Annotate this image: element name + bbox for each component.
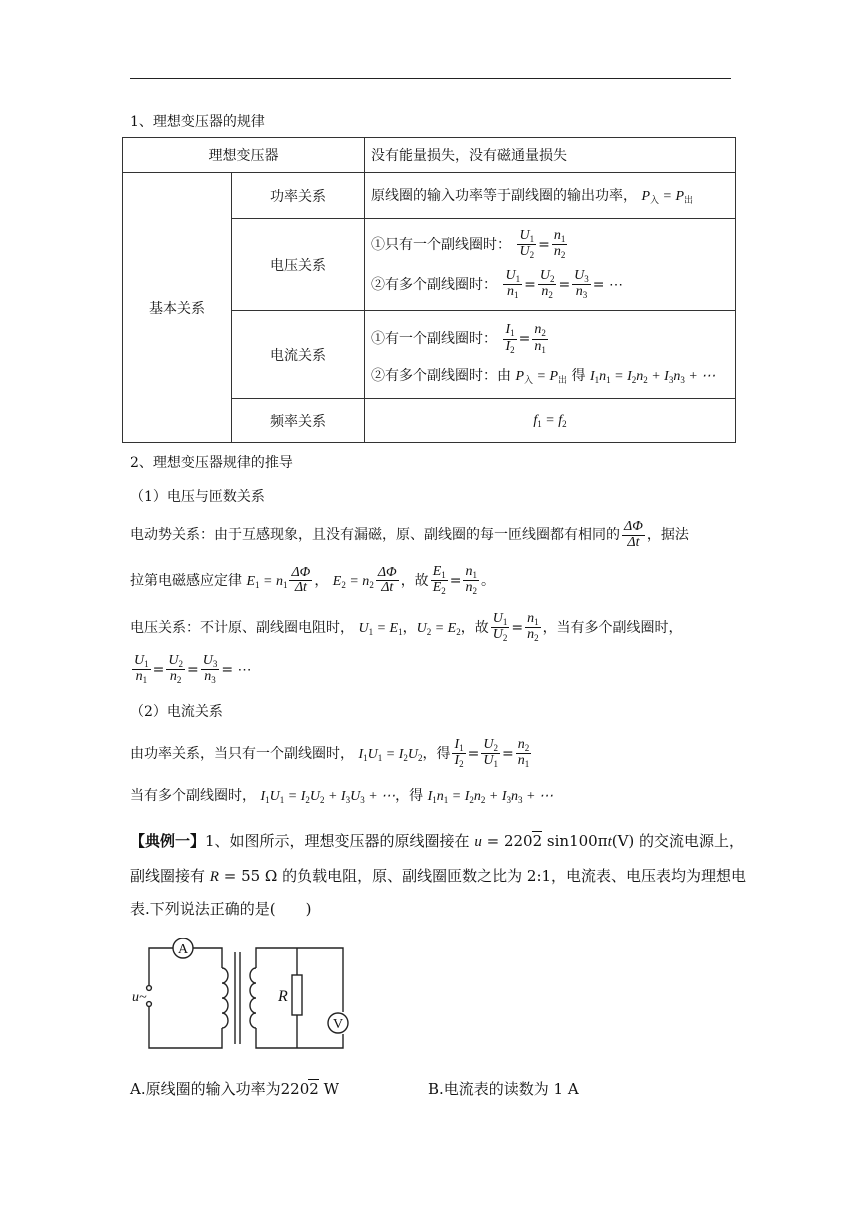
power-formula: $P_入 = P_出$ bbox=[641, 189, 694, 205]
option-a[interactable]: A.原线圈的输入功率为2202 W bbox=[130, 1080, 339, 1098]
transformer-law-table bbox=[122, 137, 736, 443]
voltage-relation-label: 电压关系 bbox=[232, 219, 365, 311]
voltmeter-label: V bbox=[332, 1017, 344, 1032]
voltage-paragraph: 电压关系：不计原、副线圈电阻时， $U_1 = E_1$，$U_2 = E_2$，故 $\frac{U_1}{U_2}$ = $\frac{n_1}{n_2}$ ，当有多个副线圈时， bbox=[130, 611, 683, 644]
primary-wire-bottom bbox=[149, 1006, 222, 1048]
source-terminal-top bbox=[147, 986, 152, 991]
current-multi-text-b: 得 bbox=[571, 367, 586, 384]
example-question-line2: 副线圈接有 R = 55 Ω 的负载电阻，原、副线圈匝数之比为 2:1，电流表、电压表均为理想电 bbox=[130, 867, 747, 885]
basic-relation-label: 基本关系 bbox=[123, 173, 232, 443]
voltage-multi-text: ②有多个副线圈时： bbox=[371, 276, 497, 293]
resistor-label: R bbox=[278, 988, 288, 1005]
power-relation-cell bbox=[365, 173, 736, 219]
option-b[interactable]: B.电流表的读数为 1 A bbox=[428, 1080, 579, 1098]
current-relation-label: 电流关系 bbox=[232, 311, 365, 399]
power-relation-text: 原线圈的输入功率等于副线圈的输出功率， bbox=[371, 188, 637, 204]
current-single-text: ①有一个副线圈时： bbox=[371, 331, 497, 347]
voltage-multi-formula: $\frac{U_1}{n_1}$ = $\frac{U_2}{n_2}$ = $\frac{U_3}{n_3}$ = ⋯ bbox=[134, 653, 252, 686]
resistor-symbol bbox=[292, 975, 302, 1015]
section2-title: 2、理想变压器规律的推导 bbox=[130, 455, 293, 471]
ammeter-label: A bbox=[177, 942, 189, 957]
voltage-single-text: ①只有一个副线圈时： bbox=[371, 236, 511, 253]
example-question-line3: 表.下列说法正确的是( ) bbox=[130, 900, 312, 918]
voltage-relation-cell: ①只有一个副线圈时： $\frac{U_1}{U_2}$ = $\frac{n_1}{n_2}$ ②有多个副线圈时： $\frac{U_1}{n_1}$ = $\frac{U_2}{n_2}$ = $\frac{U_3}{n_3}$ = ⋯ bbox=[365, 219, 736, 311]
section1-title: 1、理想变压器的规律 bbox=[130, 114, 265, 130]
primary-wire-top-left bbox=[149, 948, 173, 986]
faraday-paragraph: 拉第电磁感应定律 $E_1 = n_1$ $\frac{\Delta\Phi}{\Delta t}$ ， $E_2 = n_2$ $\frac{\Delta\Phi}{\Delta t}$ ，故 $\frac{E_1}{E_2}$ = $\frac{n_1}{n_2}$ 。 bbox=[130, 564, 495, 597]
current-paragraph: 由功率关系，当只有一个副线圈时， $I_1U_1 = I_2U_2$，得 $\frac{I_1}{I_2}$ = $\frac{U_2}{U_1}$ = $\frac{n_2}{n_1}$ bbox=[130, 737, 530, 770]
multi-current-paragraph: 当有多个副线圈时， $I_1U_1 = I_2U_2 + I_3U_3$ + ⋯，得 $I_1n_1 = I_2n_2 + I_3n_3$ + ⋯ bbox=[130, 788, 553, 805]
header-rule bbox=[130, 78, 731, 79]
subsection2-title: （2）电流关系 bbox=[130, 704, 223, 720]
frequency-relation-label: 频率关系 bbox=[232, 399, 365, 443]
ideal-transformer-label: 理想变压器 bbox=[123, 138, 365, 173]
secondary-wire-top bbox=[256, 948, 343, 1012]
current-multi-text-a: ②有多个副线圈时：由 bbox=[371, 367, 511, 384]
transformer-circuit-diagram bbox=[130, 938, 365, 1058]
secondary-wire-bottom bbox=[256, 1028, 343, 1048]
source-terminal-bottom bbox=[147, 1002, 152, 1007]
frequency-formula: $f_1 = f_2$ bbox=[365, 399, 736, 443]
secondary-coil bbox=[250, 968, 256, 1028]
primary-coil bbox=[222, 968, 228, 1028]
primary-wire-top-right bbox=[193, 948, 222, 968]
example-question-line1: 【典例一】1、如图所示，理想变压器的原线圈接在 u = 2202 sin100πt(V) 的交流电源上， bbox=[130, 832, 745, 850]
ideal-transformer-value: 没有能量损失，没有磁通量损失 bbox=[365, 138, 736, 173]
power-relation-label: 功率关系 bbox=[232, 173, 365, 219]
example-tag: 【典例一】 bbox=[130, 832, 206, 850]
emf-paragraph: 电动势关系：由于互感现象，且没有漏磁，原、副线圈的每一匝线圈都有相同的 $\frac{\Delta\Phi}{\Delta t}$ ，据法 bbox=[130, 519, 689, 550]
current-relation-cell: ①有一个副线圈时： $\frac{I_1}{I_2}$ = $\frac{n_2}{n_1}$ ②有多个副线圈时：由 $P_入 = P_出$ 得 $I_1n_1 = I_2n_2 + I_3n_3$ + ⋯ bbox=[365, 311, 736, 399]
subsection1-title: （1）电压与匝数关系 bbox=[130, 489, 265, 505]
source-label: u~ bbox=[132, 990, 147, 1005]
